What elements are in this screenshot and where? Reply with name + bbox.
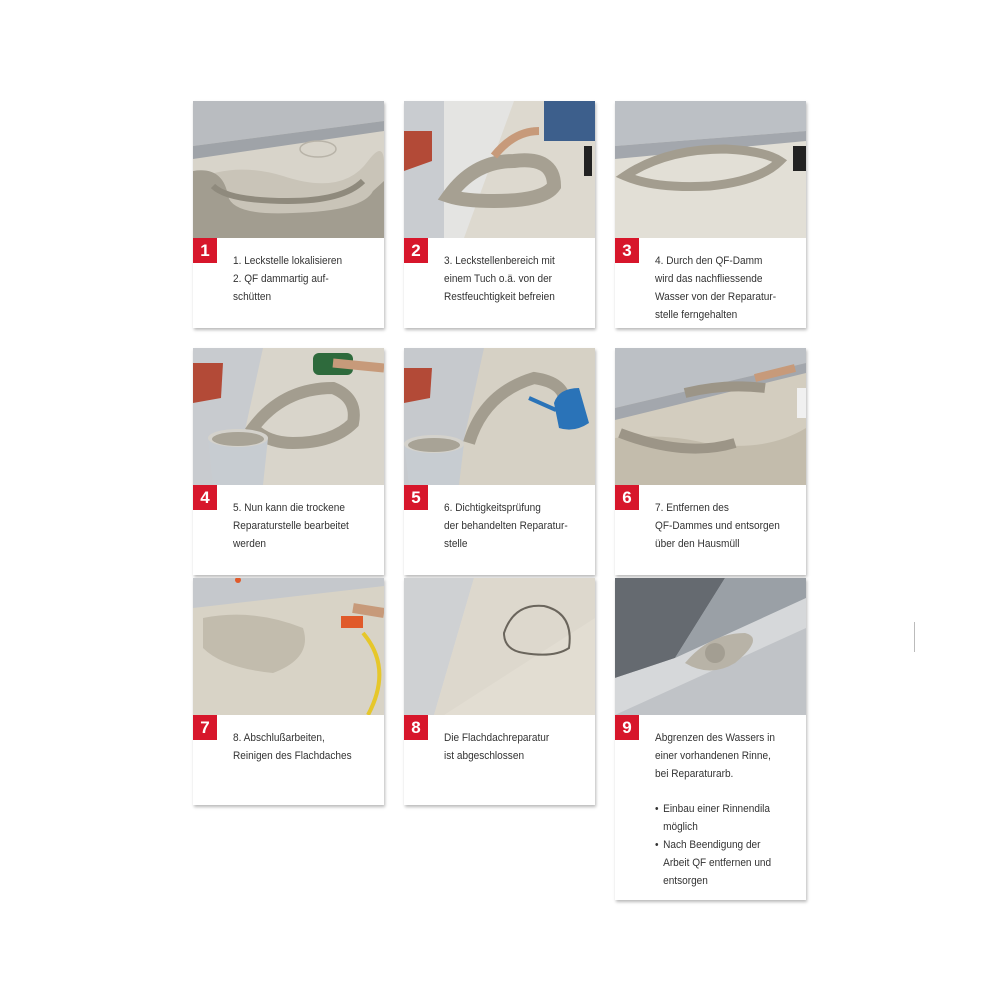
step-photo-4 <box>193 348 384 485</box>
step-photo-8 <box>404 578 595 715</box>
step-description: 8. Abschlußarbeiten, Reinigen des Flachdaches <box>233 732 352 762</box>
step-description: Die Flachdachreparatur ist abgeschlossen <box>444 732 550 762</box>
step-photo-3 <box>615 101 806 238</box>
step-number-badge: 4 <box>193 485 217 510</box>
step-card-4 <box>193 348 384 575</box>
step-description: 4. Durch den QF-Damm wird das nachfliessende Wasser von der Reparatur- stelle ferngehalten <box>655 255 777 321</box>
step-number-badge: 2 <box>404 238 428 263</box>
step-card-3 <box>615 101 806 328</box>
step-card-5 <box>404 348 595 575</box>
step-card-9 <box>615 578 806 900</box>
step-description: 1. Leckstelle lokalisieren 2. QF dammartig auf- schütten <box>233 255 343 303</box>
step-description: 3. Leckstellenbereich mit einem Tuch o.ä. von der Restfeuchtigkeit befreien <box>444 255 555 303</box>
step-card-8 <box>404 578 595 805</box>
step-photo-6 <box>615 348 806 485</box>
step-photo-1 <box>193 101 384 238</box>
step-notes-list <box>655 800 801 890</box>
divider-line <box>914 622 915 652</box>
step-description: 6. Dichtigkeitsprüfung der behandelten Reparatur- stelle <box>444 502 568 550</box>
step-number-badge: 8 <box>404 715 428 740</box>
step-photo-2 <box>404 101 595 238</box>
step-description: 7. Entfernen des QF-Dammes und entsorgen über den Hausmüll <box>655 502 780 550</box>
step-photo-9 <box>615 578 806 715</box>
step-card-1 <box>193 101 384 328</box>
step-photo-5 <box>404 348 595 485</box>
step-card-6 <box>615 348 806 575</box>
step-note: • Einbau einer Rinnendila möglich <box>655 800 801 836</box>
step-number-badge: 6 <box>615 485 639 510</box>
step-note: • Nach Beendigung der Arbeit QF entfernen und entsorgen <box>655 836 801 890</box>
step-number-badge: 1 <box>193 238 217 263</box>
step-card-2 <box>404 101 595 328</box>
step-number-badge: 9 <box>615 715 639 740</box>
step-number-badge: 3 <box>615 238 639 263</box>
step-number-badge: 7 <box>193 715 217 740</box>
step-card-7 <box>193 578 384 805</box>
step-number-badge: 5 <box>404 485 428 510</box>
step-description: Abgrenzen des Wassers in einer vorhandenen Rinne, bei Reparaturarb. <box>655 732 775 780</box>
step-photo-7 <box>193 578 384 715</box>
step-description: 5. Nun kann die trockene Reparaturstelle bearbeitet werden <box>233 502 349 550</box>
